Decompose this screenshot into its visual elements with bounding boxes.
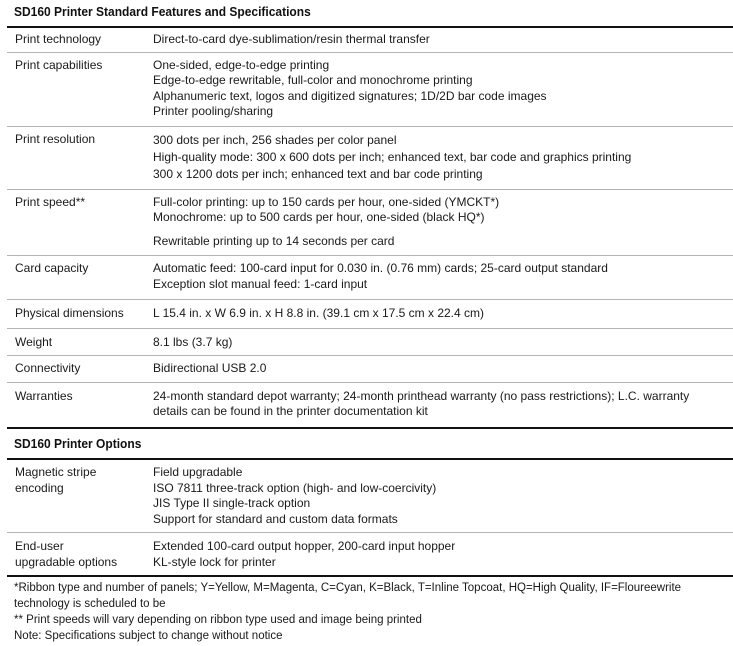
standard-section-title: SD160 Printer Standard Features and Specifications (14, 5, 311, 19)
row-value-line: Exception slot manual feed: 1-card input (153, 276, 368, 291)
option-row-magnetic-stripe (7, 459, 733, 533)
option-row-end-user-upgrades (7, 533, 733, 577)
row-value-line: 300 x 1200 dots per inch; enhanced text and bar code printing (153, 166, 483, 181)
row-label: Warranties (15, 388, 73, 403)
row-value-spacer (153, 226, 733, 234)
row-label: Print resolution (15, 131, 96, 146)
row-value-line: ISO 7811 three-track option (high- and low-coercivity) (153, 480, 437, 495)
spec-row-warranties (7, 382, 733, 428)
row-label: Card capacity (15, 261, 89, 275)
footnotes (14, 580, 726, 644)
row-value-line: Alphanumeric text, logos and digitized signatures; 1D/2D bar code images (153, 88, 547, 103)
row-value-line: Support for standard and custom data formats (153, 511, 398, 526)
row-value-line: KL-style lock for printer (153, 554, 276, 569)
row-value-line: JIS Type II single-track option (153, 496, 311, 510)
row-label: Print technology (15, 32, 102, 46)
row-value-line: Monochrome: up to 500 cards per hour, one-sided (black HQ*) (153, 210, 485, 224)
row-value-line: Printer pooling/sharing (153, 104, 274, 118)
row-value-line: 8.1 lbs (3.7 kg) (153, 334, 233, 349)
row-label: Weight (15, 334, 53, 349)
row-value-line: L 15.4 in. x W 6.9 in. x H 8.8 in. (39.1 cm x 17.5 cm x 22.4 cm) (153, 306, 485, 320)
row-label: upgradable options (15, 554, 118, 569)
row-value-line: Bidirectional USB 2.0 (153, 361, 267, 375)
row-label: Print speed** (15, 194, 86, 209)
row-label: Connectivity (15, 361, 81, 375)
spec-row-card-capacity (7, 256, 733, 300)
spec-row-print-speed (7, 189, 733, 256)
row-value-line: Direct-to-card dye-sublimation/resin thermal transfer (153, 32, 430, 46)
spec-row-print-capabilities (7, 52, 733, 126)
spec-row-print-resolution (7, 126, 733, 189)
row-value-line: 24-month standard depot warranty; 24-month printhead warranty (no pass restrictions); L.C. warranty (153, 388, 690, 403)
footnote-ribbon-type: *Ribbon type and number of panels; Y=Yellow, M=Magenta, C=Cyan, K=Black, T=Inline Topcoat, HQ=High Quality, IF=Floureewrite technology is scheduled to be (14, 582, 682, 610)
row-value-line: details can be found in the printer documentation kit (153, 404, 428, 418)
row-value-line: Edge-to-edge rewritable, full-color and monochrome printing (153, 73, 473, 87)
row-value-line: Field upgradable (153, 465, 243, 479)
footnote-specifications-note: Note: Specifications subject to change without notice (14, 630, 283, 642)
row-label: End-user (15, 539, 64, 553)
row-value-line: Automatic feed: 100-card input for 0.030 in. (0.76 mm) cards; 25-card output standard (153, 261, 608, 275)
options-table (7, 458, 733, 577)
row-value-line: 300 dots per inch, 256 shades per color panel (153, 132, 397, 147)
row-label: Magnetic stripe (15, 465, 97, 479)
row-label: Physical dimensions (15, 306, 124, 320)
standard-specs-table (7, 26, 733, 429)
spec-row-physical-dimensions (7, 300, 733, 329)
row-label: encoding (15, 480, 64, 495)
options-section-title: SD160 Printer Options (14, 437, 142, 451)
spec-row-weight (7, 328, 733, 356)
row-value-line: High-quality mode: 300 x 600 dots per inch; enhanced text, bar code and graphics printing (153, 149, 632, 164)
spec-row-connectivity (7, 356, 733, 383)
spec-row-print-technology (7, 27, 733, 52)
row-value-line: One-sided, edge-to-edge printing (153, 57, 330, 72)
row-value-line: Extended 100-card output hopper, 200-card input hopper (153, 539, 456, 553)
row-label: Print capabilities (15, 57, 103, 72)
footnote-print-speeds: ** Print speeds will vary depending on ribbon type used and image being printed (14, 614, 422, 626)
row-value-line: Rewritable printing up to 14 seconds per card (153, 233, 395, 248)
row-value-line: Full-color printing: up to 150 cards per hour, one-sided (YMCKT*) (153, 194, 500, 209)
